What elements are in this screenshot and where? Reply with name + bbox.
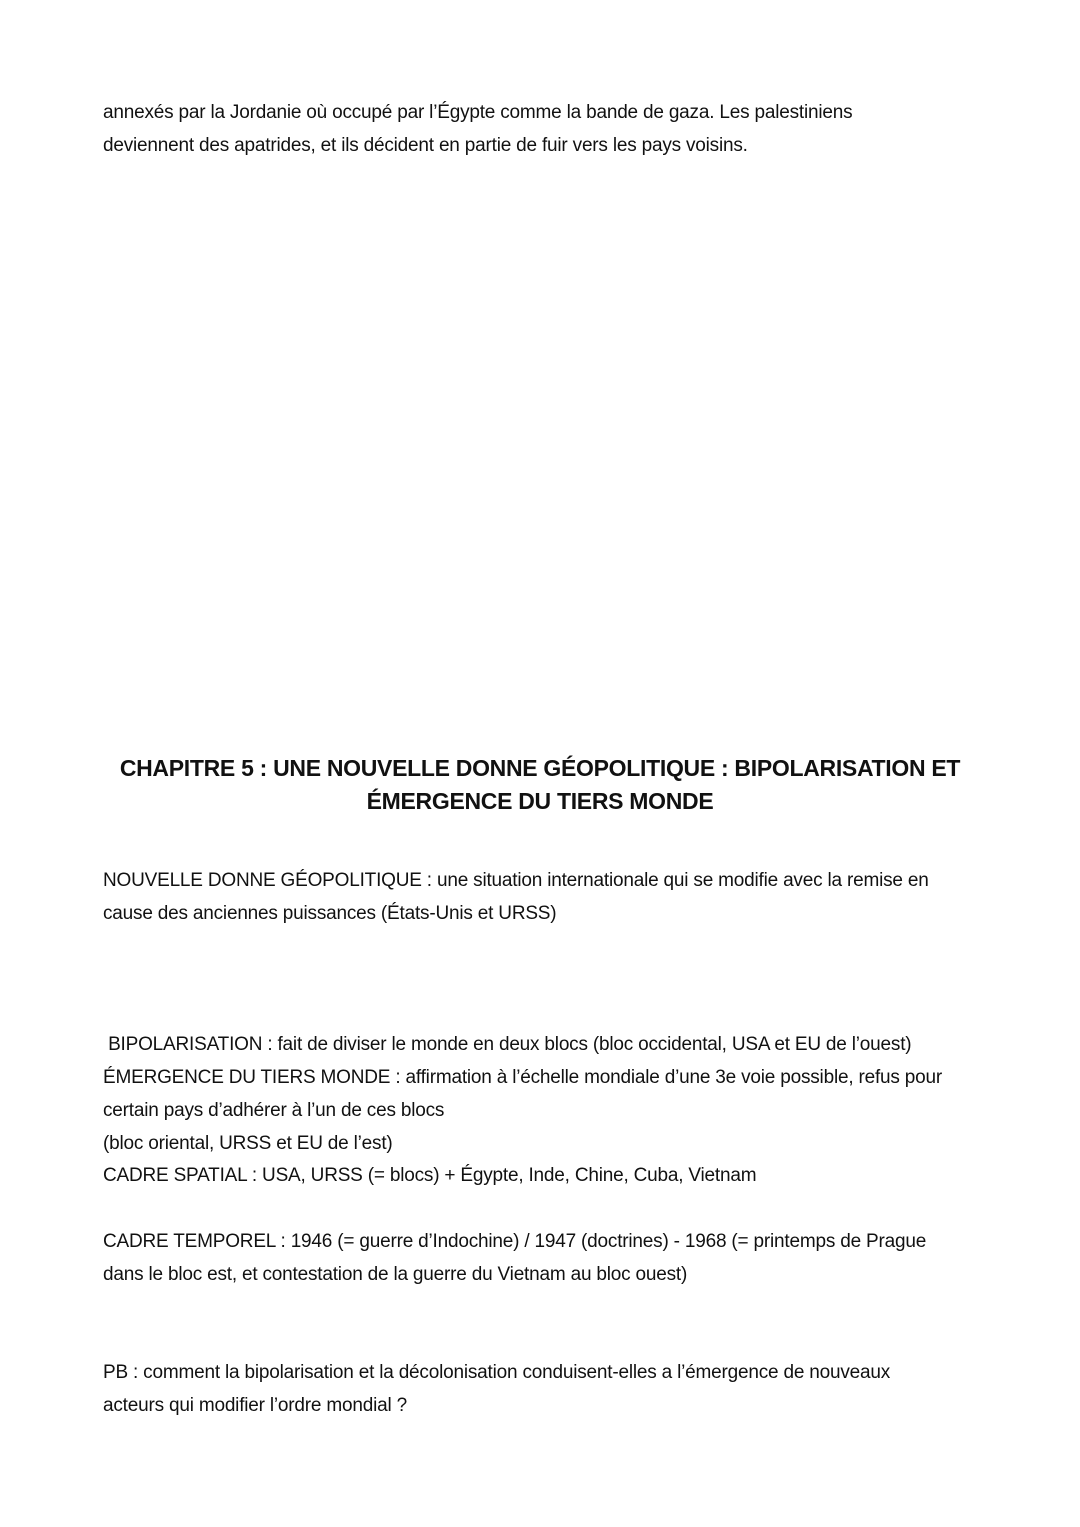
text-line: acteurs qui modifier l’ordre mondial ? <box>103 1395 407 1416</box>
definition-nouvelle-donne <box>103 864 983 930</box>
chapter-title-line: CHAPITRE 5 : UNE NOUVELLE DONNE GÉOPOLITIQUE : BIPOLARISATION ET <box>119 755 961 781</box>
text-line: CADRE TEMPOREL : 1946 (= guerre d’Indochine) / 1947 (doctrines) - 1968 (= printemps de Prague <box>103 1231 927 1252</box>
text-line: BIPOLARISATION : fait de diviser le monde en deux blocs (bloc occidental, USA et EU de l’ouest) <box>103 1034 912 1055</box>
text-line: certain pays d’adhérer à l’un de ces blocs <box>103 1100 445 1121</box>
text-line: deviennent des apatrides, et ils décident en partie de fuir vers les pays voisins. <box>103 135 748 156</box>
text-line: (bloc oriental, URSS et EU de l’est) <box>103 1133 393 1154</box>
cadre-spatial <box>103 1159 983 1192</box>
definition-tiers-monde <box>103 1061 983 1127</box>
chapter-title-line: ÉMERGENCE DU TIERS MONDE <box>366 788 714 814</box>
cadre-temporel <box>103 1225 983 1291</box>
chapter-title <box>90 752 990 818</box>
intro-paragraph <box>103 96 983 162</box>
text-line: PB : comment la bipolarisation et la décolonisation conduisent-elles a l’émergence de nouveaux <box>103 1362 891 1383</box>
text-line: ÉMERGENCE DU TIERS MONDE : affirmation à l’échelle mondiale d’une 3e voie possible, refus pour <box>103 1067 943 1088</box>
text-line: annexés par la Jordanie où occupé par l’Égypte comme la bande de gaza. Les palestiniens <box>103 102 853 123</box>
text-line: dans le bloc est, et contestation de la guerre du Vietnam au bloc ouest) <box>103 1264 688 1285</box>
text-line: NOUVELLE DONNE GÉOPOLITIQUE : une situation internationale qui se modifie avec la remise en <box>103 870 929 891</box>
text-line: cause des anciennes puissances (États-Unis et URSS) <box>103 903 557 924</box>
problematique <box>103 1356 983 1422</box>
text-line: CADRE SPATIAL : USA, URSS (= blocs) + Égypte, Inde, Chine, Cuba, Vietnam <box>103 1165 757 1186</box>
